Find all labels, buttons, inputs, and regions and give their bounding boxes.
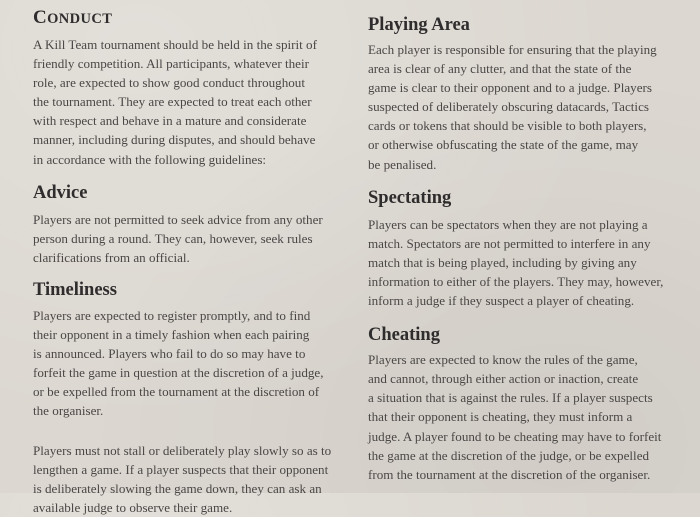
text-line: from the tournament at the discretion of the organiser. — [368, 466, 651, 482]
cheating-heading: Cheating — [368, 325, 440, 346]
text-line: friendly competition. All participants, whatever their — [33, 56, 309, 72]
text-line: forfeit the game in question at the discretion of a judge, — [33, 365, 324, 381]
text-line: clarifications from an official. — [33, 249, 190, 265]
advice-heading: Advice — [33, 182, 88, 203]
text-line: is announced. Players who fail to do so may have to — [33, 346, 306, 362]
text-line: Players are expected to register promptly, and to find — [33, 307, 311, 323]
text-line: with respect and behave in a mature and considerate — [33, 113, 307, 129]
text-line: Players must not stall or deliberately play slowly so as to — [33, 442, 332, 458]
text-line: Players are expected to know the rules of the game, — [368, 352, 638, 368]
text-line: manner, including during disputes, and should behave — [33, 132, 316, 148]
conduct-heading-initial: C — [33, 7, 48, 28]
text-line: lengthen a game. If a player suspects that their opponent — [33, 461, 329, 477]
cheating-paragraph — [368, 350, 684, 484]
text-line: Each player is responsible for ensuring that the playing — [368, 42, 657, 57]
text-line: match that is being played, including by giving any — [368, 254, 637, 270]
text-line: role, are expected to show good conduct throughout — [33, 75, 305, 91]
text-line: in accordance with the following guidelines: — [33, 151, 267, 167]
advice-paragraph — [33, 210, 349, 267]
text-line: that their opponent is cheating, they must inform a — [368, 409, 633, 425]
text-line: be penalised. — [368, 156, 437, 172]
playing-area-paragraph — [368, 40, 684, 174]
timeliness-heading: Timeliness — [33, 279, 117, 300]
text-line: a situation that is against the rules. If a player suspects — [368, 390, 653, 406]
timeliness-paragraph-2 — [33, 441, 349, 517]
text-line: suspected of deliberately obscuring datacards, Tactics — [368, 99, 649, 115]
text-line: the tournament. They are expected to treat each other — [33, 94, 312, 110]
text-line: game is clear to their opponent and to a judge. Players — [368, 80, 652, 96]
text-line: and cannot, through either action or inaction, create — [368, 371, 639, 387]
text-line: Players can be spectators when they are not playing a — [368, 216, 648, 232]
text-line: or otherwise obfuscating the state of the game, may — [368, 137, 639, 153]
text-line: the organiser. — [33, 403, 104, 419]
text-line: or be expelled from the tournament at the discretion of — [33, 384, 320, 400]
conduct-heading — [33, 8, 349, 29]
spectating-paragraph — [368, 215, 684, 310]
text-line: judge. A player found to be cheating may have to forfeit — [368, 428, 662, 444]
conduct-paragraph — [33, 35, 349, 169]
text-line: their opponent in a timely fashion when each pairing — [33, 327, 310, 343]
text-line: is deliberately slowing the game down, they can ask an — [33, 480, 322, 496]
text-line: Players are not permitted to seek advice from any other — [33, 211, 323, 227]
text-line: available judge to observe their game. — [33, 499, 233, 515]
text-line: inform a judge if they suspect a player of cheating. — [368, 293, 635, 309]
text-line: person during a round. They can, however, seek rules — [33, 230, 313, 246]
timeliness-paragraph-1 — [33, 306, 349, 421]
spectating-heading: Spectating — [368, 187, 452, 208]
text-line: area is clear of any clutter, and that the state of the — [368, 61, 632, 77]
left-column — [33, 0, 349, 517]
text-line: information to either of the players. They may, however, — [368, 273, 664, 289]
conduct-heading-rest: ONDUCT — [47, 11, 113, 27]
text-line: match. Spectators are not permitted to interfere in any — [368, 235, 651, 251]
text-line: the game at the discretion of the judge, or be expelled — [368, 447, 650, 463]
playing-area-heading: Playing Area — [368, 15, 470, 35]
right-column — [368, 0, 684, 484]
text-line: cards or tokens that should be visible to both players, — [368, 118, 647, 134]
text-line: A Kill Team tournament should be held in the spirit of — [33, 37, 317, 52]
